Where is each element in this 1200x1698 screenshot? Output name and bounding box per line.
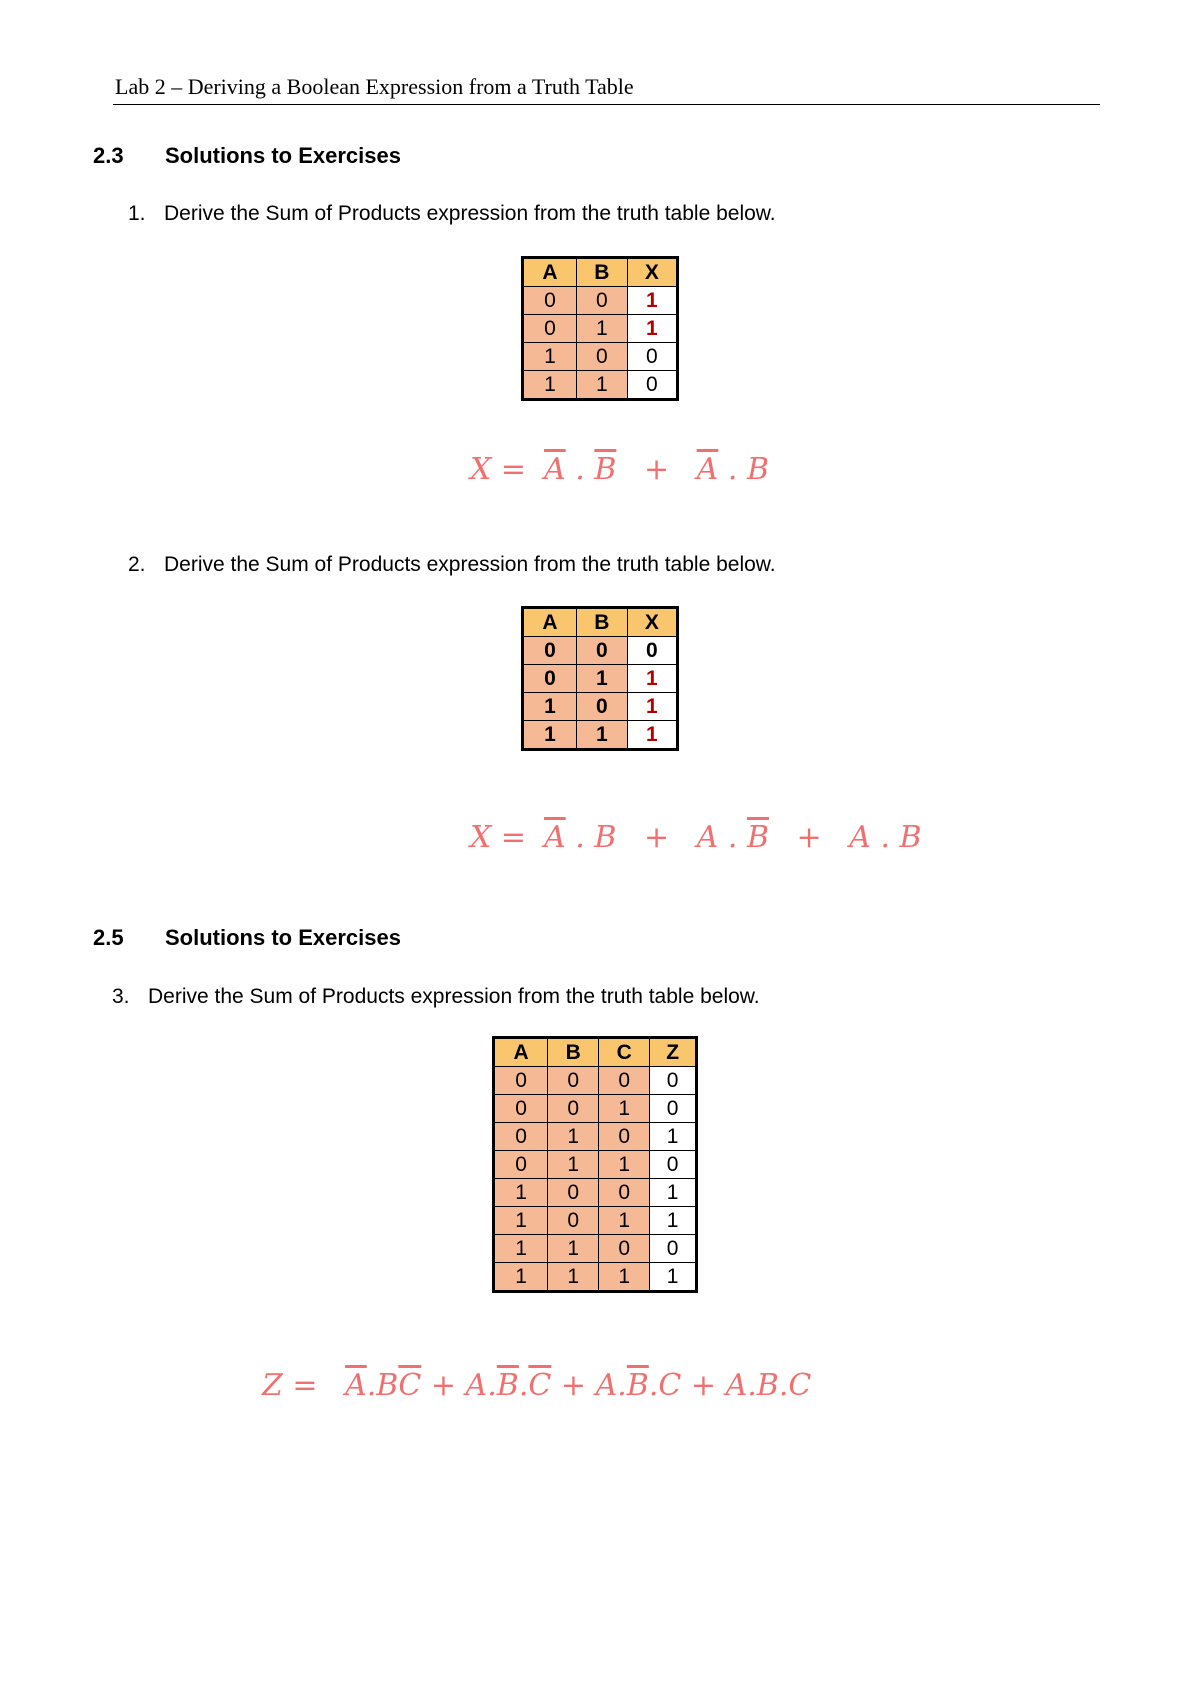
expr-dot: . (648, 1368, 659, 1403)
cell: 0 (599, 1067, 650, 1095)
cell: 0 (523, 287, 577, 315)
table-row (523, 371, 678, 400)
expr-dot: . (366, 1368, 377, 1403)
table-row (523, 637, 678, 665)
header-cell: C (599, 1038, 650, 1067)
expr-plus: + (643, 452, 670, 487)
cell: 1 (599, 1207, 650, 1235)
cell: 0 (494, 1151, 548, 1179)
cell: 0 (627, 343, 677, 371)
expr-var-b: B (899, 820, 922, 855)
cell: 1 (576, 315, 627, 343)
cell: 0 (576, 637, 627, 665)
cell: 0 (576, 343, 627, 371)
expr-dot: . (487, 1368, 497, 1403)
expr-var-a: A (465, 1368, 488, 1403)
exercise-1 (128, 202, 776, 226)
cell: 0 (599, 1123, 650, 1151)
expr-var-a-bar: $\overline{A}$ (544, 820, 566, 855)
expr-dot: . (778, 1368, 789, 1403)
header-title: Lab 2 – Deriving a Boolean Expression from a Truth Table (115, 74, 634, 99)
section-title: Solutions to Exercises (165, 925, 401, 950)
exercise-number: 2. (128, 553, 146, 576)
cell: 1 (523, 343, 577, 371)
expression-2 (470, 820, 922, 855)
expr-var-a: A (595, 1368, 618, 1403)
cell: 0 (650, 1067, 697, 1095)
cell: 0 (599, 1179, 650, 1207)
exercise-3 (112, 985, 760, 1009)
cell: 1 (494, 1263, 548, 1292)
expr-dot: . (747, 1368, 757, 1403)
expr-dot: . (880, 820, 890, 855)
cell: 0 (650, 1151, 697, 1179)
section-heading-2-5 (93, 925, 493, 953)
cell: 1 (494, 1235, 548, 1263)
cell: 1 (523, 371, 577, 400)
expression-1 (470, 452, 769, 487)
cell: 1 (627, 665, 677, 693)
cell: 0 (576, 287, 627, 315)
expr-var-b-bar: $\overline{B}$ (496, 1368, 519, 1403)
cell: 1 (650, 1263, 697, 1292)
exercise-text: Derive the Sum of Products expression from the truth table below. (148, 985, 760, 1008)
truth-table-1 (521, 256, 679, 401)
cell: 0 (548, 1207, 599, 1235)
table-header-row (494, 1038, 697, 1067)
cell: 1 (548, 1235, 599, 1263)
cell: 1 (650, 1123, 697, 1151)
header-cell: B (576, 258, 627, 287)
cell: 1 (576, 721, 627, 750)
cell: 1 (599, 1263, 650, 1292)
table-row (494, 1263, 697, 1292)
header-cell: B (548, 1038, 599, 1067)
cell: 0 (523, 665, 577, 693)
table-row (494, 1207, 697, 1235)
exercise-number: 3. (112, 985, 130, 1008)
expr-lhs: Z = (262, 1368, 318, 1403)
truth-table-2 (521, 606, 679, 751)
expr-var-a: A (849, 820, 871, 855)
exercise-number: 1. (128, 202, 146, 225)
page-header (113, 70, 1100, 105)
expr-plus: + (796, 820, 822, 855)
table-header-row (523, 258, 678, 287)
expr-var-a: A (696, 820, 719, 855)
header-cell: A (523, 608, 577, 637)
cell: 1 (627, 693, 677, 721)
expr-var-c-bar: $\overline{C}$ (528, 1368, 552, 1403)
section-number: 2.5 (93, 925, 124, 950)
cell: 1 (599, 1095, 650, 1123)
expr-var-a-bar: $\overline{A}$ (345, 1368, 367, 1403)
expr-var-b-bar: $\overline{B}$ (746, 820, 769, 855)
table-row (494, 1235, 697, 1263)
expr-dot: . (575, 820, 585, 855)
section-number: 2.3 (93, 143, 124, 168)
header-cell: X (627, 258, 677, 287)
table-row (523, 315, 678, 343)
cell: 1 (576, 665, 627, 693)
expr-dot: . (617, 1368, 627, 1403)
cell: 1 (599, 1151, 650, 1179)
table-row (523, 693, 678, 721)
table-row (523, 287, 678, 315)
expr-lhs: X = (470, 452, 527, 487)
expr-plus: + (643, 820, 670, 855)
cell: 0 (650, 1095, 697, 1123)
cell: 1 (523, 693, 577, 721)
cell: 1 (627, 287, 677, 315)
table-row (523, 665, 678, 693)
table-row (494, 1067, 697, 1095)
header-cell: X (627, 608, 677, 637)
expr-var-b: B (594, 820, 617, 855)
cell: 1 (523, 721, 577, 750)
cell: 0 (576, 693, 627, 721)
expr-var-a: A (725, 1368, 748, 1403)
table-row (494, 1123, 697, 1151)
cell: 0 (494, 1123, 548, 1151)
cell: 1 (548, 1123, 599, 1151)
expr-plus: + (560, 1368, 587, 1403)
cell: 0 (627, 371, 677, 400)
expr-plus: + (690, 1368, 717, 1403)
expr-var-a-bar: $\overline{A}$ (696, 452, 719, 487)
header-cell: A (494, 1038, 548, 1067)
expr-var-b: B (746, 452, 769, 487)
table-row (494, 1179, 697, 1207)
cell: 1 (650, 1179, 697, 1207)
expr-var-b: B (376, 1368, 399, 1403)
expr-var-b-bar: $\overline{B}$ (626, 1368, 649, 1403)
section-title: Solutions to Exercises (165, 143, 401, 168)
expr-var-c: C (788, 1368, 812, 1403)
cell: 1 (548, 1263, 599, 1292)
exercise-text: Derive the Sum of Products expression from the truth table below. (164, 202, 776, 225)
header-cell: B (576, 608, 627, 637)
expr-var-c: C (658, 1368, 682, 1403)
truth-table-3 (492, 1036, 698, 1293)
exercise-text: Derive the Sum of Products expression from the truth table below. (164, 553, 776, 576)
table-row (523, 343, 678, 371)
header-cell: A (523, 258, 577, 287)
table-header-row (523, 608, 678, 637)
cell: 0 (523, 315, 577, 343)
cell: 0 (548, 1067, 599, 1095)
expr-dot: . (727, 452, 738, 487)
cell: 0 (494, 1067, 548, 1095)
expr-dot: . (727, 820, 738, 855)
cell: 1 (576, 371, 627, 400)
cell: 0 (599, 1235, 650, 1263)
cell: 1 (548, 1151, 599, 1179)
cell: 1 (627, 315, 677, 343)
cell: 1 (650, 1207, 697, 1235)
cell: 1 (627, 721, 677, 750)
cell: 0 (548, 1095, 599, 1123)
cell: 0 (494, 1095, 548, 1123)
expr-var-c-bar: $\overline{C}$ (398, 1368, 422, 1403)
expr-var-a-bar: $\overline{A}$ (544, 452, 566, 487)
cell: 0 (627, 637, 677, 665)
expr-plus: + (430, 1368, 456, 1403)
header-cell: Z (650, 1038, 697, 1067)
expr-lhs: X = (470, 820, 527, 855)
cell: 0 (523, 637, 577, 665)
expr-var-b: B (756, 1368, 779, 1403)
cell: 1 (494, 1207, 548, 1235)
cell: 0 (548, 1179, 599, 1207)
exercise-2 (128, 553, 776, 577)
expr-var-b-bar: $\overline{B}$ (594, 452, 617, 487)
section-heading-2-3 (93, 143, 493, 171)
expression-3 (262, 1368, 811, 1403)
cell: 1 (494, 1179, 548, 1207)
table-row (523, 721, 678, 750)
table-row (494, 1095, 697, 1123)
cell: 0 (650, 1235, 697, 1263)
expr-dot: . (518, 1368, 529, 1403)
expr-dot: . (575, 452, 585, 487)
table-row (494, 1151, 697, 1179)
